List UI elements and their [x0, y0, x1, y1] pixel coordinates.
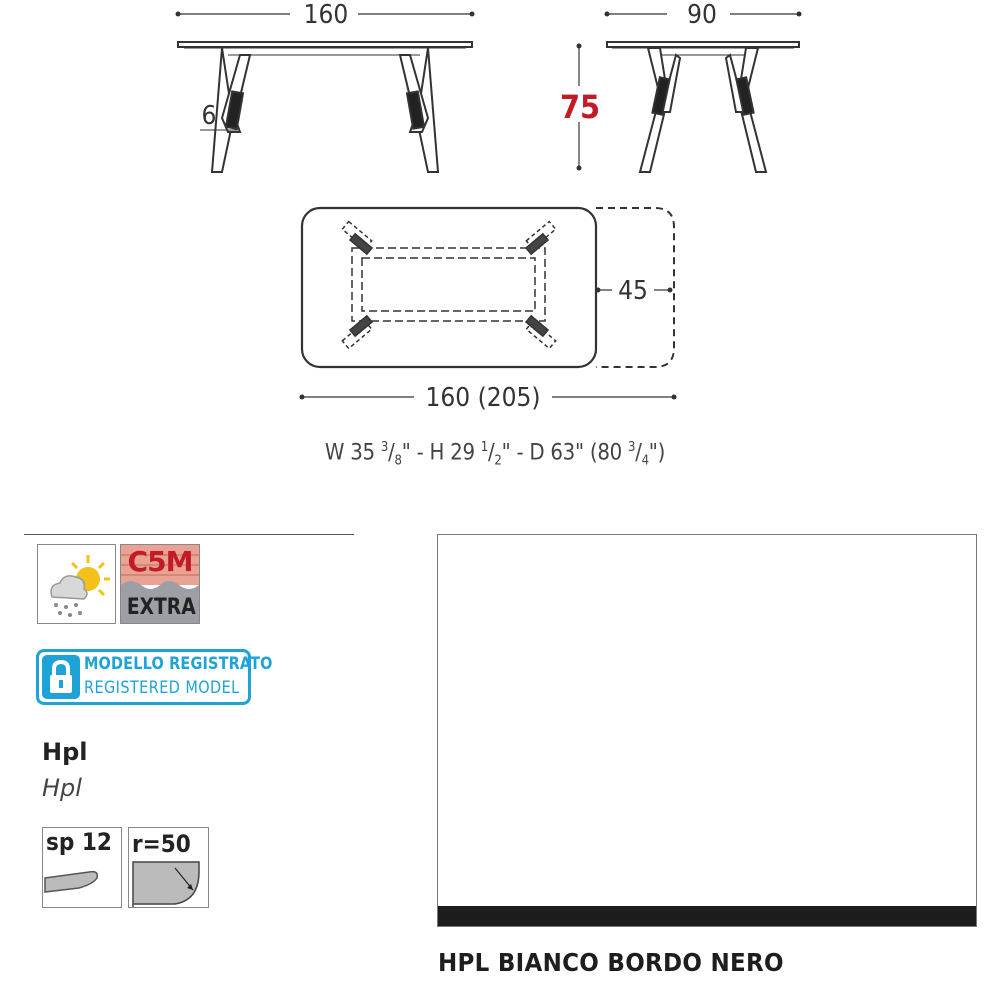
material-name: Hpl: [42, 738, 88, 766]
section-divider: [24, 534, 354, 535]
top-length-dimension: [300, 383, 677, 413]
technical-drawing: [0, 0, 990, 440]
front-width-dimension: [176, 0, 475, 30]
front-width-label: 160: [303, 0, 349, 30]
leg-thickness-label: 6: [201, 101, 217, 131]
side-depth-label: 90: [687, 0, 717, 30]
extension-dimension: [596, 276, 673, 306]
side-depth-dimension: [605, 0, 802, 30]
height-label: 75: [559, 88, 601, 126]
imperial-dimensions: W 35 $^3/_8$" - H 29 $^1/_2$" - D 63" (80 $^3/_4$"): [324, 440, 666, 469]
finish-label: HPL BIANCO BORDO NERO: [438, 948, 784, 977]
c5m-extra-badge: C5M EXTRA: [120, 544, 200, 624]
swatch-black-edge: [438, 906, 976, 926]
material-name-italic: Hpl: [42, 774, 82, 802]
outdoor-weather-icon: [37, 544, 116, 624]
height-dimension: [556, 44, 604, 171]
corner-radius-icon: r=50: [128, 827, 209, 908]
top-length-label: 160 (205): [425, 383, 541, 413]
side-view: [607, 42, 799, 172]
extension-label: 45: [618, 276, 648, 306]
lock-icon: [42, 655, 80, 699]
finish-swatch: [437, 534, 977, 927]
registered-model-badge: MODELLO REGISTRATO REGISTERED MODEL: [36, 649, 251, 705]
front-view: [178, 42, 472, 172]
top-thickness-icon: sp 12: [42, 827, 122, 908]
